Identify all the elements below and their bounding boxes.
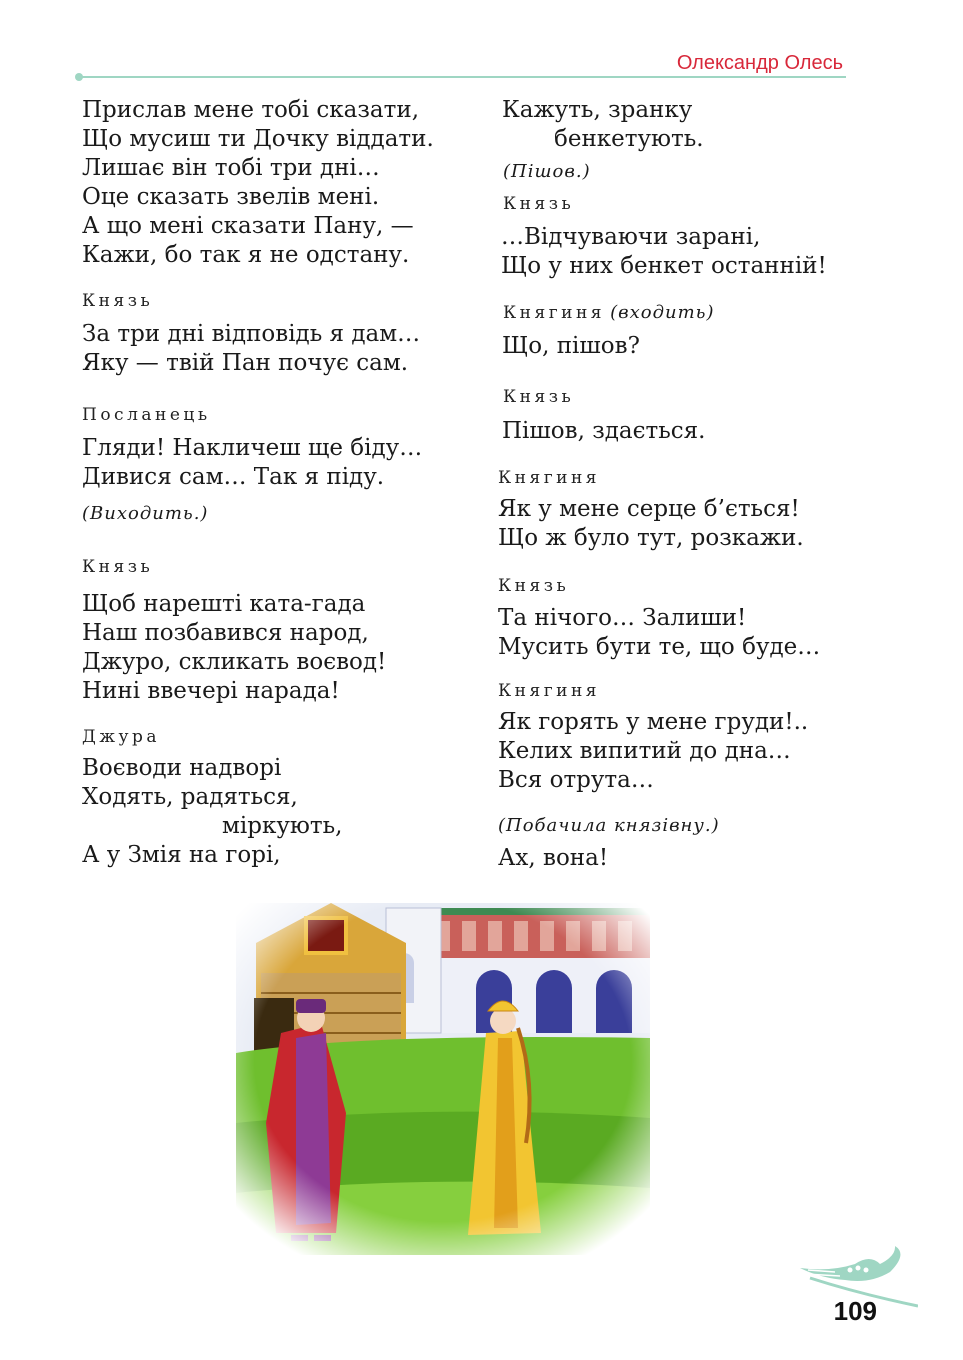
verse-line: За три дні відповідь я дам… <box>82 321 421 347</box>
speaker-name: Княгиня <box>498 468 601 488</box>
verse-line: Що у них бенкет останній! <box>501 253 827 279</box>
stage-direction: (Пішов.) <box>503 161 591 182</box>
verse-block <box>82 434 422 492</box>
illustration-prince-and-princess <box>236 903 650 1255</box>
verse-line: Оце сказать звелів мені. <box>82 184 380 210</box>
verse-line: Щоб нарешті ката-гада <box>82 591 366 617</box>
verse-line: Наш позбавився народ, <box>82 620 369 646</box>
verse-line: …Відчуваючи зарані, <box>501 224 761 250</box>
verse-line: Ходять, радяться, <box>82 784 298 810</box>
speaker-name: Князь <box>82 291 154 311</box>
verse-block <box>498 844 608 873</box>
verse-line: Гляди! Накличеш ще біду… <box>82 435 423 461</box>
running-header-author: Олександр Олесь <box>676 52 843 74</box>
verse-line: Келих випитий до дна… <box>498 738 791 764</box>
verse-line: Що ж було тут, розкажи. <box>498 525 804 551</box>
verse-block <box>82 590 386 706</box>
verse-block <box>498 96 704 154</box>
speaker-name: Князь <box>498 576 570 596</box>
verse-line: міркують, <box>222 813 343 839</box>
verse-line: А що мені сказати Пану, — <box>82 213 414 239</box>
stage-direction: (Побачила князівну.) <box>498 815 720 836</box>
verse-line: Як у мене серце б’ється! <box>498 496 800 522</box>
speaker-name: Князь <box>82 557 154 577</box>
header-rule <box>80 76 846 78</box>
verse-block <box>502 332 640 361</box>
verse-line: Кажуть, зранку <box>502 97 693 123</box>
stage-direction: (Виходить.) <box>82 503 209 524</box>
verse-line: Воєводи надворі <box>82 755 282 781</box>
speaker-name: Джура <box>82 727 160 747</box>
verse-block <box>498 495 804 553</box>
speaker-name: Княгиня <box>498 681 601 701</box>
speaker-name: Князь <box>503 194 575 214</box>
speaker-name: Князь <box>503 387 575 407</box>
stage-direction: (входить) <box>610 302 715 323</box>
verse-line: А у Змія на горі, <box>82 842 281 868</box>
verse-block <box>498 604 820 662</box>
verse-line: Що, пішов? <box>502 333 640 359</box>
verse-line: Прислав мене тобі сказати, <box>82 97 420 123</box>
speaker-name: Княгиня <box>503 303 606 323</box>
verse-line: Лишає він тобі три дні… <box>82 155 380 181</box>
verse-line: Пішов, здається. <box>502 418 706 444</box>
verse-block <box>498 708 808 795</box>
verse-line: Нині ввечері нарада! <box>82 678 340 704</box>
verse-line: Як горять у мене груди!.. <box>498 709 809 735</box>
verse-line: Мусить бути те, що буде… <box>498 634 821 660</box>
verse-line: Кажи, бо так я не одстану. <box>82 242 410 268</box>
verse-line: Та нічого… Залиши! <box>498 605 747 631</box>
verse-line: Що мусиш ти Дочку віддати. <box>82 126 434 152</box>
verse-line: Джуро, скликать воєвод! <box>82 649 387 675</box>
verse-line: бенкетують. <box>554 126 704 152</box>
speaker-name: Посланець <box>82 405 211 425</box>
speaker-line <box>503 301 715 325</box>
verse-block <box>82 96 434 270</box>
verse-line: Дивися сам… Так я піду. <box>82 464 385 490</box>
verse-block <box>502 417 705 446</box>
verse-line: Яку — твій Пан почує сам. <box>82 350 409 376</box>
verse-line: Вся отрута… <box>498 767 654 793</box>
page-number: 109 <box>833 1296 877 1326</box>
verse-block <box>82 320 420 378</box>
verse-block <box>82 754 342 870</box>
verse-block <box>501 223 827 281</box>
verse-line: Ах, вона! <box>498 845 609 871</box>
